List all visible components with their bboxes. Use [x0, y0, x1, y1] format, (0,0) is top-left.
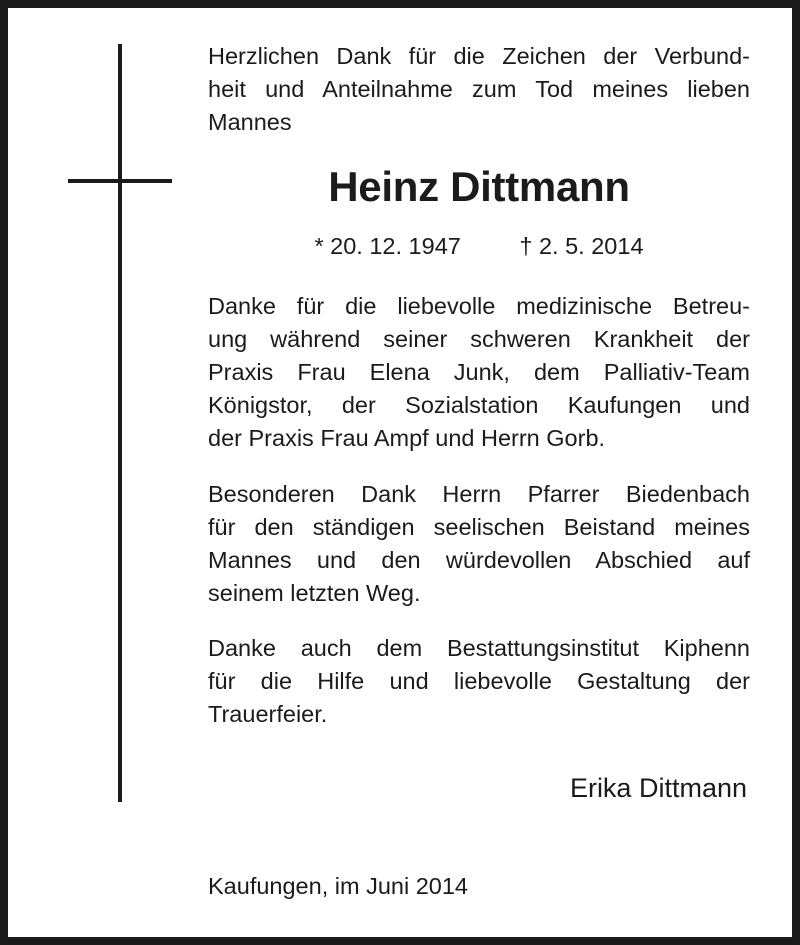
paragraph-line: Danke für die liebevolle medizinische Betreu- [208, 293, 750, 319]
intro-line: heit und Anteilnahme zum Tod meines lieben [208, 76, 750, 102]
paragraph-line: Besonderen Dank Herrn Pfarrer Biedenbach [208, 481, 750, 507]
deceased-name: Heinz Dittmann [328, 163, 630, 210]
thanks-paragraph-funeral-home [208, 632, 750, 731]
intro-text [208, 40, 750, 139]
paragraph-line: Trauerfeier. [208, 701, 328, 727]
paragraph-line: Danke auch dem Bestattungsinstitut Kiphenn [208, 635, 750, 661]
paragraph-line: Mannes und den würdevollen Abschied auf [208, 547, 750, 573]
paragraph-line: Praxis Frau Elena Junk, dem Palliativ-Team [208, 359, 750, 385]
paragraph-line: der Praxis Frau Ampf und Herrn Gorb. [208, 425, 606, 451]
life-dates [208, 230, 750, 263]
paragraph-line: für den ständigen seelischen Beistand meines [208, 514, 750, 540]
cross-horizontal-bar [68, 179, 172, 183]
thanks-paragraph-pastor [208, 478, 750, 610]
paragraph-line: ung während seiner schweren Krankheit der [208, 326, 750, 352]
intro-line: Mannes [208, 109, 292, 135]
signature: Erika Dittmann [569, 773, 747, 803]
thanks-paragraph-medical [208, 290, 750, 455]
place-and-date: Kaufungen, im Juni 2014 [208, 873, 468, 899]
intro-line: Herzlichen Dank für die Zeichen der Verbund- [208, 43, 750, 69]
death-date: † 2. 5. 2014 [519, 233, 644, 259]
birth-date: * 20. 12. 1947 [314, 233, 461, 259]
cross-vertical-bar [118, 44, 122, 802]
obituary-card [8, 8, 792, 937]
paragraph-line: Königstor, der Sozialstation Kaufungen und [208, 392, 750, 418]
paragraph-line: für die Hilfe und liebevolle Gestaltung der [208, 668, 750, 694]
paragraph-line: seinem letzten Weg. [208, 580, 421, 606]
